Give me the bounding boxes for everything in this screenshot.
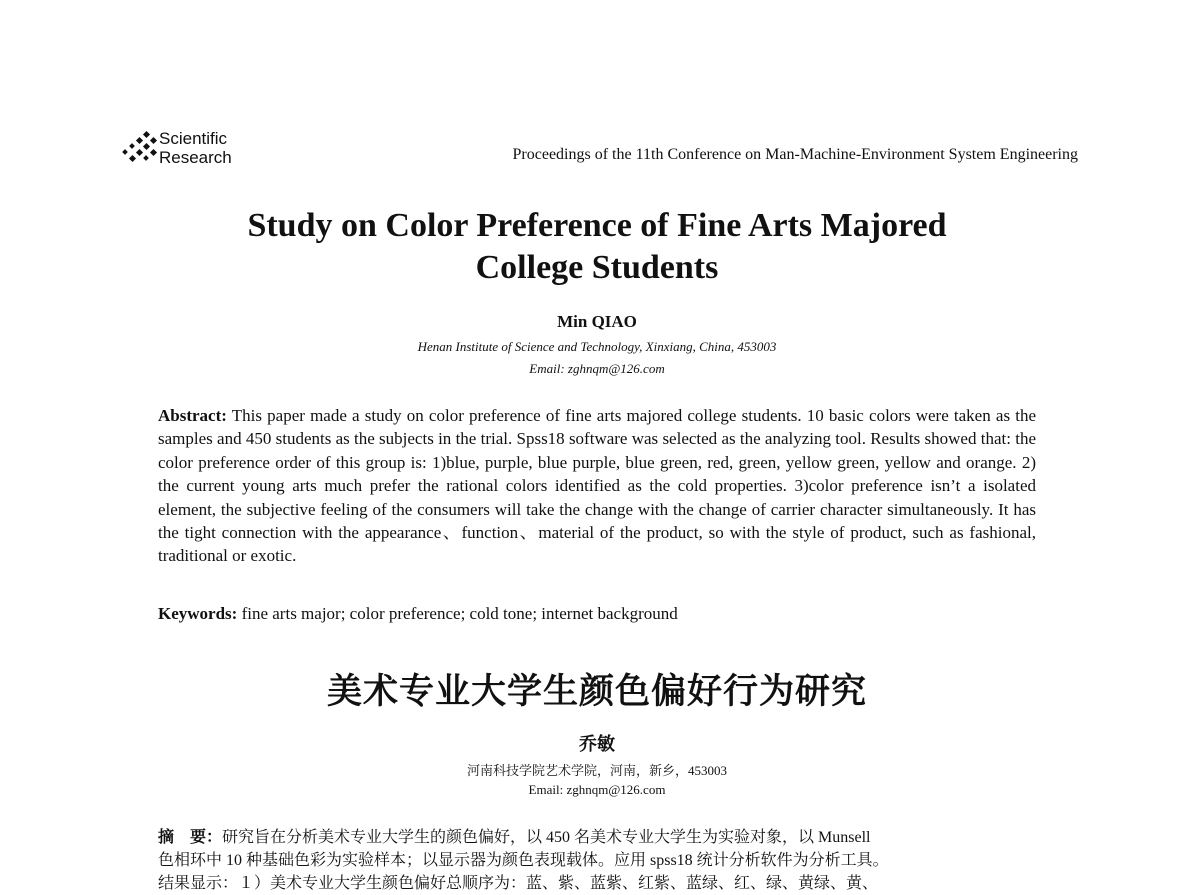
keywords-label: Keywords: bbox=[158, 604, 238, 623]
abstract-chinese-line-3: 结果显示：１）美术专业大学生颜色偏好总顺序为：蓝、紫、蓝紫、红紫、蓝绿、红、绿、黄绿、黄、 bbox=[158, 875, 879, 892]
logo-wordmark bbox=[159, 129, 232, 167]
author-email-chinese: Email: zghnqm@126.com bbox=[528, 782, 666, 797]
page-header bbox=[118, 128, 1078, 172]
author-affiliation-chinese: 河南科技学院艺术学院，河南，新乡，453003 bbox=[466, 763, 727, 778]
abstract-chinese-label: 摘 要： bbox=[158, 829, 223, 846]
abstract-english bbox=[158, 404, 1036, 568]
paper-title-chinese: 美术专业大学生颜色偏好行为研究 bbox=[326, 672, 867, 712]
author-name-chinese: 乔敏 bbox=[579, 734, 615, 755]
keywords-body: fine arts major; color preference; cold tone; internet background bbox=[237, 604, 678, 623]
abstract-label: Abstract: bbox=[158, 406, 227, 425]
abstract-chinese-line-1-text: 研究旨在分析美术专业大学生的颜色偏好，以 450 名美术专业大学生为实验对象，以 Munsell bbox=[222, 829, 871, 846]
abstract-body: This paper made a study on color preference of fine arts majored college students. 10 basic colors were taken as the samples and 450 students as the subjects in the trial. Spss18 software was selected as the analyzing tool. Results showed that: the color preference order of this group is: 1)blue, purple, blue purple, blue green, red, green, yellow green, yellow and orange. 2) the current young arts much prefer the rational colors identified as the cold properties. 3)color preference isn’t a isolated element, the subjective feeling of the consumers will take the change with the change of carrier character simultaneously. It has the tight connection with the appearance、function、material of the product, so with the style of product, such as fashional, traditional or exotic. bbox=[158, 406, 1036, 566]
author-affiliation-english: Henan Institute of Science and Technology, Xinxiang, China, 453003 bbox=[417, 339, 777, 354]
logo-word-research: Research bbox=[159, 148, 232, 167]
keywords-english bbox=[158, 604, 1036, 624]
proceedings-title: Proceedings of the 11th Conference on Man-Machine-Environment System Engineering bbox=[512, 146, 1078, 163]
publisher-logo bbox=[118, 128, 232, 168]
scientific-research-logo-icon bbox=[118, 128, 158, 168]
title-line-2: College Students bbox=[475, 249, 719, 286]
logo-word-scientific: Scientific bbox=[159, 129, 228, 148]
abstract-chinese-line-1 bbox=[158, 826, 1058, 849]
title-line-1: Study on Color Preference of Fine Arts Majored bbox=[247, 207, 947, 244]
author-email-english: Email: zghnqm@126.com bbox=[529, 361, 665, 376]
abstract-chinese-line-2: 色相环中 10 种基础色彩为实验样本；以显示器为颜色表现载体。应用 spss18 统计分析软件为分析工具。 bbox=[158, 852, 889, 869]
paper-title-english bbox=[0, 205, 1194, 289]
author-name-english: Min QIAO bbox=[557, 312, 637, 331]
abstract-chinese bbox=[158, 826, 1058, 895]
